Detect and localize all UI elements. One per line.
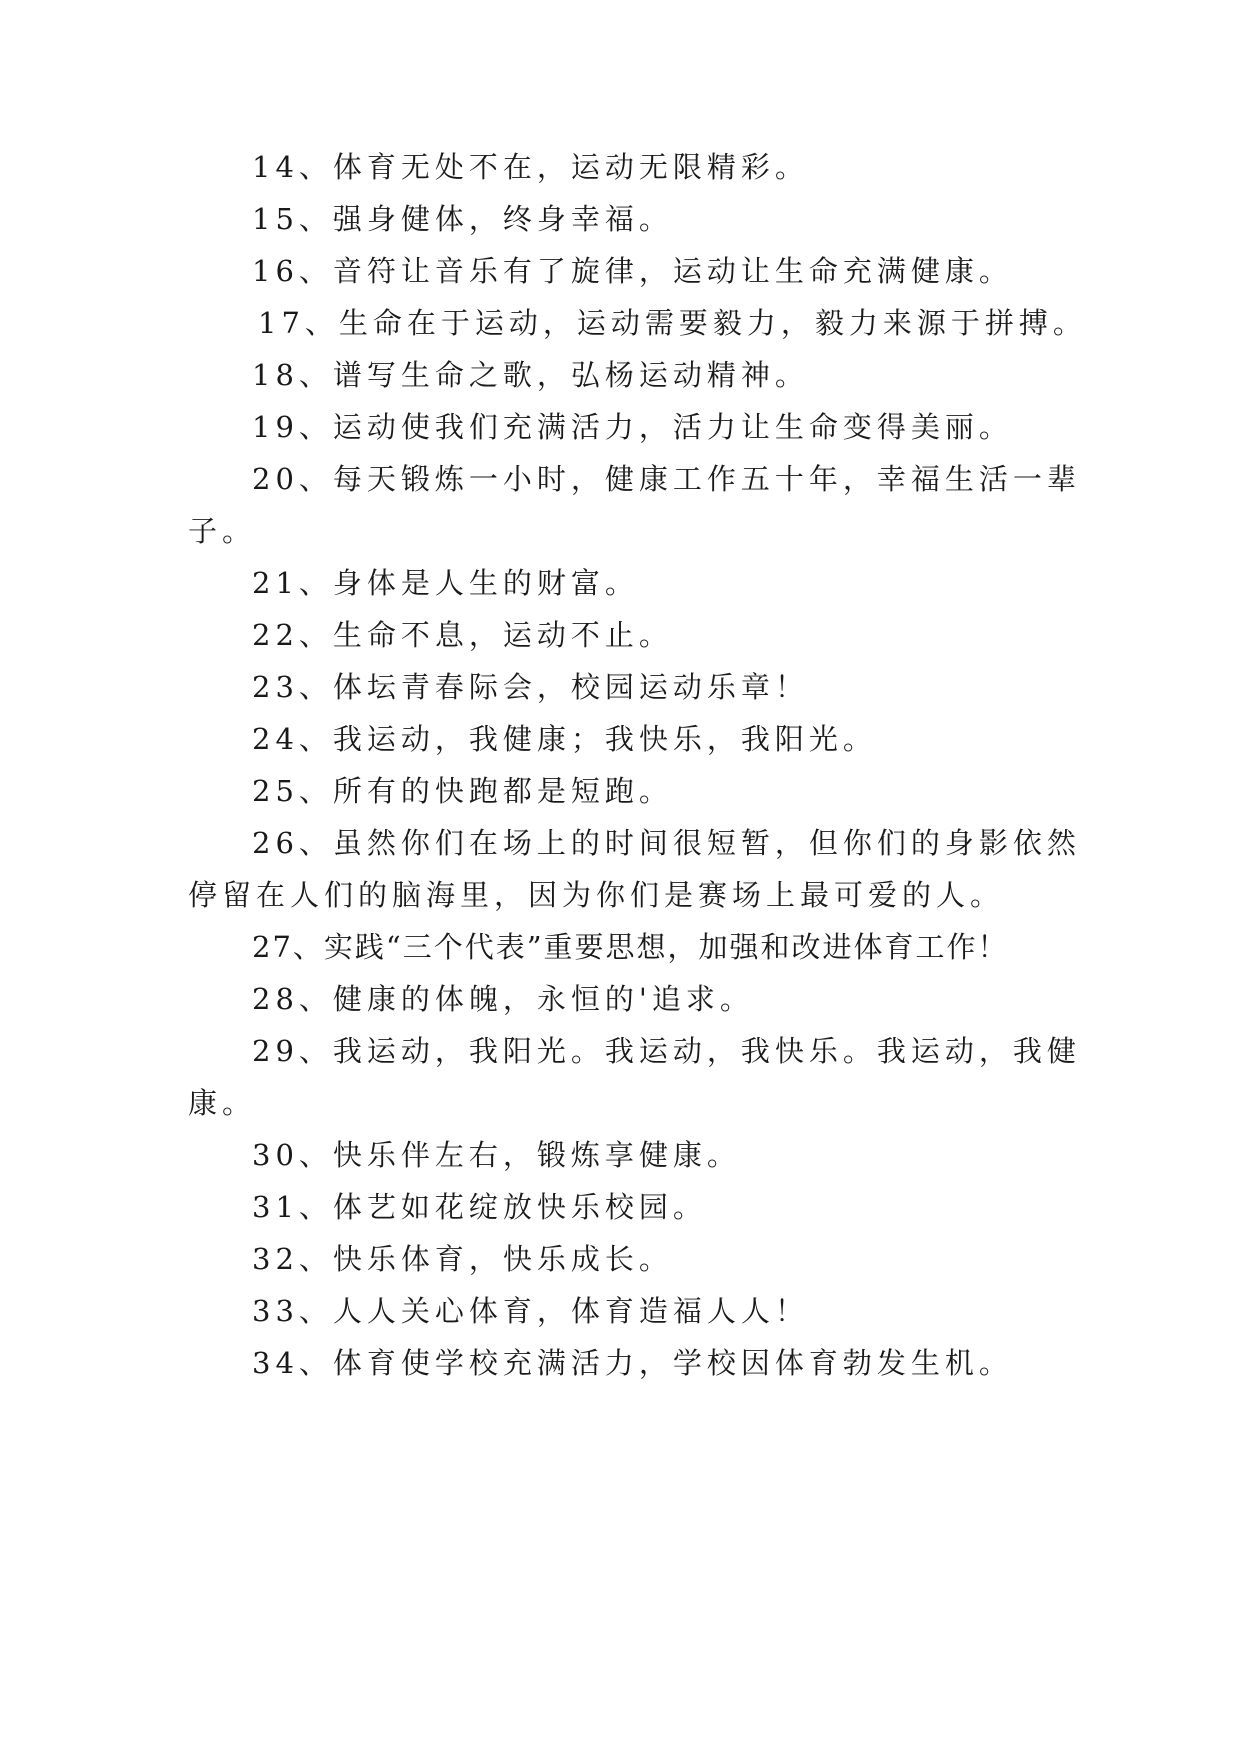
slogan-item-19: 19、运动使我们充满活力，活力让生命变得美丽。 — [252, 410, 1013, 444]
slogan-item-14: 14、体育无处不在，运动无限精彩。 — [252, 150, 809, 184]
slogan-item-18: 18、谱写生命之歌，弘杨运动精神。 — [252, 358, 809, 392]
slogan-item-20: 20、每天锻炼一小时，健康工作五十年，幸福生活一辈 — [252, 462, 1081, 496]
slogan-item-20-continuation: 子。 — [188, 514, 257, 548]
slogan-item-26-continuation: 停留在人们的脑海里，因为你们是赛场上最可爱的人。 — [188, 878, 1005, 912]
slogan-item-33: 33、人人关心体育，体育造福人人！ — [252, 1294, 809, 1328]
slogan-item-29: 29、我运动，我阳光。我运动，我快乐。我运动，我健 — [252, 1034, 1081, 1068]
slogan-item-28: 28、健康的体魄，永恒的'追求。 — [252, 982, 754, 1016]
slogan-item-31: 31、体艺如花绽放快乐校园。 — [252, 1190, 707, 1224]
slogan-item-34: 34、体育使学校充满活力，学校因体育勃发生机。 — [252, 1346, 1013, 1380]
slogan-item-15: 15、强身健体，终身幸福。 — [252, 202, 673, 236]
slogan-item-24: 24、我运动，我健康；我快乐，我阳光。 — [252, 722, 877, 756]
slogan-item-23: 23、体坛青春际会，校园运动乐章！ — [252, 670, 809, 704]
slogan-item-16: 16、音符让音乐有了旋律，运动让生命充满健康。 — [252, 254, 1013, 288]
slogan-item-29-continuation: 康。 — [188, 1086, 257, 1120]
slogan-item-30: 30、快乐伴左右，锻炼享健康。 — [252, 1138, 741, 1172]
slogan-item-17: 17、生命在于运动，运动需要毅力，毅力来源于拼搏。 — [258, 306, 1087, 340]
slogan-item-25: 25、所有的快跑都是短跑。 — [252, 774, 673, 808]
slogan-item-27: 27、实践“三个代表”重要思想，加强和改进体育工作！ — [252, 930, 1009, 964]
slogan-item-22: 22、生命不息，运动不止。 — [252, 618, 673, 652]
slogan-item-21: 21、身体是人生的财富。 — [252, 566, 639, 600]
slogan-item-32: 32、快乐体育，快乐成长。 — [252, 1242, 673, 1276]
slogan-item-26: 26、虽然你们在场上的时间很短暂，但你们的身影依然 — [252, 826, 1081, 860]
